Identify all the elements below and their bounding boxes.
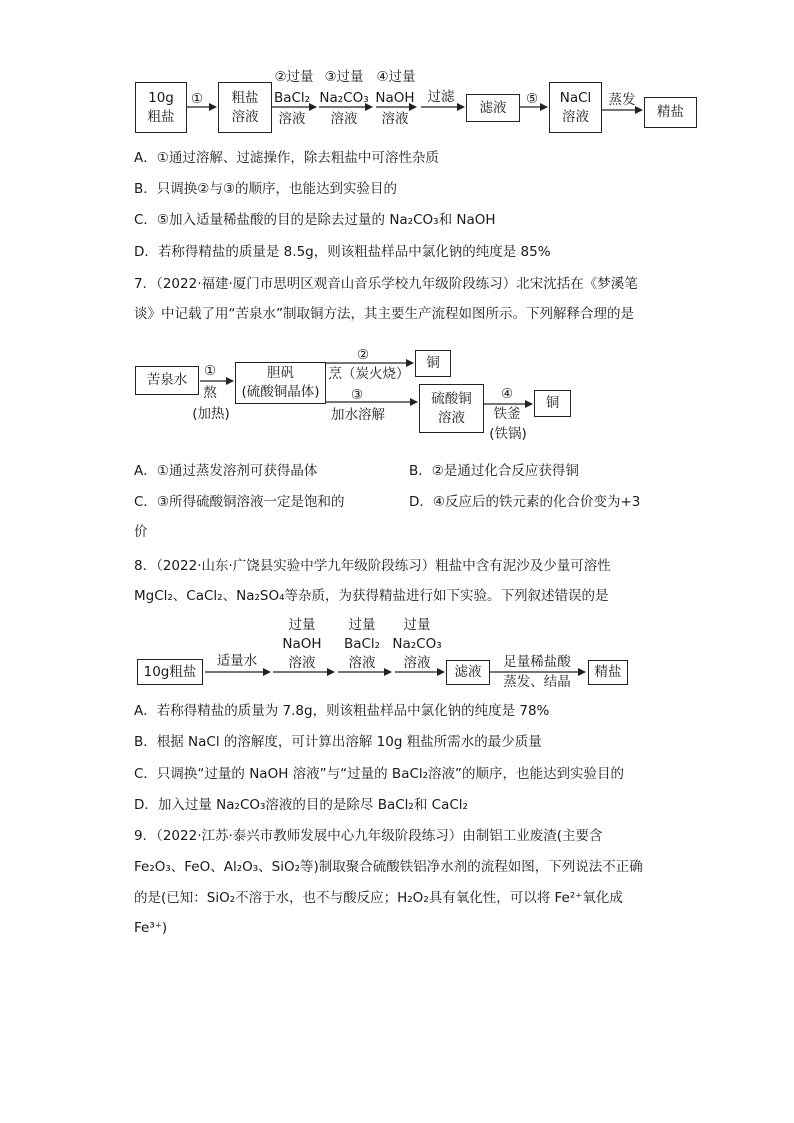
q7-step-3-label: 加水溶解 — [331, 407, 385, 423]
q6-step-5: ⑤ — [525, 91, 539, 107]
q8-r2-top: 过量 — [348, 617, 376, 633]
q6-reagent3-top: ③过量 — [324, 69, 364, 85]
q6-box-salt-solution — [218, 82, 272, 133]
q7-step-2: ② — [356, 347, 370, 363]
q7-option-c: C．③所得硫酸铜溶液一定是饱和的 — [134, 494, 345, 510]
q7-box-copper-2-text: 铜 — [545, 395, 560, 411]
q7-step-4-sub: (铁锅) — [489, 426, 527, 442]
q6-reagent2-top: ②过量 — [274, 69, 314, 85]
q7-box-blue-vitriol-text: 胆矾 (硫酸铜晶体) — [241, 365, 320, 400]
q6-reagent4-name: NaOH — [375, 90, 415, 106]
q8-r3-top: 过量 — [403, 617, 431, 633]
q8-box-crude-salt — [137, 659, 203, 685]
q8-option-c: C．只调换“过量的 NaOH 溶液”与“过量的 BaCl₂溶液”的顺序，也能达到实验目的 — [134, 766, 625, 782]
q6-option-c: C．⑤加入适量稀盐酸的目的是除去过量的 Na₂CO₃和 NaOH — [134, 212, 496, 228]
q7-option-d: D．④反应后的铁元素的化合价变为+3 — [409, 494, 641, 510]
q7-box-cuso4-solution-text: 硫酸铜 溶液 — [431, 390, 472, 426]
q6-filter-label: 过滤 — [427, 89, 455, 105]
q8-r1-name: NaOH — [282, 636, 322, 652]
q7-box-copper-1-text: 铜 — [426, 355, 440, 371]
q7-step-2-label: 烹（炭火烧） — [328, 366, 410, 382]
q7-step-1-sub: (加热) — [192, 406, 230, 422]
q7-step-4: ④ — [500, 386, 514, 402]
q7-step-1: ① — [203, 363, 217, 379]
q8-r1-sol: 溶液 — [288, 655, 316, 671]
q8-r3-name: Na₂CO₃ — [392, 636, 442, 652]
q8-r3-sol: 溶液 — [403, 655, 431, 671]
q6-option-b: B．只调换②与③的顺序，也能达到实验目的 — [134, 181, 397, 197]
q7-box-blue-vitriol — [235, 362, 326, 404]
q8-option-b: B．根据 NaCl 的溶解度，可计算出溶解 10g 粗盐所需水的最少质量 — [134, 734, 542, 750]
q7-box-copper-1 — [415, 350, 451, 377]
q8-stem-line1: 8．（2022·山东·广饶县实验中学九年级阶段练习）粗盐中含有泥沙及少量可溶性 — [134, 558, 611, 574]
q8-evap-label: 蒸发、结晶 — [503, 674, 571, 690]
q8-acid-label: 足量稀盐酸 — [503, 654, 571, 670]
q8-stem-line2: MgCl₂、CaCl₂、Na₂SO₄等杂质，为获得精盐进行如下实验。下列叙述错误的是 — [134, 588, 609, 604]
q6-box-nacl-solution — [549, 82, 602, 133]
q9-stem-line1: 9．（2022·江苏·泰兴市教师发展中心九年级阶段练习）由制铝工业废渣(主要含 — [134, 828, 603, 844]
q8-box-crude-salt-text: 10g粗盐 — [143, 663, 197, 680]
q7-step-3: ③ — [350, 387, 364, 403]
q7-box-bitter-water-text: 苦泉水 — [146, 372, 188, 388]
q7-stem-line2: 谈》中记载了用“苦泉水”制取铜方法，其主要生产流程如图所示。下列解释合理的是 — [134, 306, 634, 322]
q7-box-bitter-water — [135, 366, 199, 395]
q9-stem-line3: 的是(已知：SiO₂不溶于水，也不与酸反应；H₂O₂具有氧化性，可以将 Fe²⁺氧化成 — [134, 890, 623, 906]
q7-option-a: A．①通过蒸发溶剂可获得晶体 — [134, 463, 318, 479]
q6-evap-label: 蒸发 — [608, 92, 636, 108]
q6-box-salt-solution-text: 粗盐 溶液 — [231, 89, 259, 125]
q6-option-d: D．若称得精盐的质量是 8.5g，则该粗盐样品中氯化钠的纯度是 85% — [134, 244, 551, 260]
q6-reagent4-sol: 溶液 — [381, 111, 409, 127]
q6-reagent3-name: Na₂CO₃ — [319, 90, 369, 106]
q6-box-refined-salt-text: 精盐 — [657, 104, 684, 120]
q6-box-nacl-solution-text: NaCl 溶液 — [559, 89, 592, 125]
q6-reagent2-name: BaCl₂ — [273, 90, 311, 106]
q6-step-1: ① — [190, 91, 204, 107]
q6-box-crude-salt-text: 10g 粗盐 — [147, 89, 175, 125]
q8-r2-name: BaCl₂ — [343, 636, 381, 652]
q8-box-refined-salt — [588, 660, 628, 685]
q7-option-d-cont: 价 — [134, 524, 148, 540]
q6-reagent4-top: ④过量 — [376, 69, 416, 85]
q7-step-1-label: 熬 — [203, 385, 217, 401]
q7-option-b: B．②是通过化合反应获得铜 — [409, 463, 579, 479]
q9-stem-line2: Fe₂O₃、FeO、Al₂O₃、SiO₂等)制取聚合硫酸铁铝净水剂的流程如图，下列说法不正确 — [134, 859, 643, 875]
q8-r1-top: 过量 — [288, 617, 316, 633]
q8-option-d: D．加入过量 Na₂CO₃溶液的目的是除尽 BaCl₂和 CaCl₂ — [134, 797, 468, 813]
q8-box-filtrate-text: 滤液 — [454, 664, 482, 680]
q6-reagent2-sol: 溶液 — [278, 111, 306, 127]
q7-box-copper-2 — [534, 390, 571, 417]
q6-box-refined-salt — [644, 97, 697, 128]
q8-option-a: A．若称得精盐的质量为 7.8g，则该粗盐样品中氯化钠的纯度是 78% — [134, 703, 550, 719]
q8-box-filtrate — [446, 660, 490, 685]
q7-box-cuso4-solution — [419, 384, 484, 433]
q6-box-crude-salt — [135, 82, 187, 133]
q6-box-filtrate-text: 滤液 — [479, 99, 507, 116]
q7-step-4-label: 铁釜 — [493, 406, 521, 422]
q6-box-filtrate — [466, 94, 520, 122]
q7-stem-line1: 7．（2022·福建·厦门市思明区观音山音乐学校九年级阶段练习）北宋沈括在《梦溪笔 — [134, 276, 638, 292]
q8-box-refined-salt-text: 精盐 — [594, 664, 622, 680]
q6-option-a: A．①通过溶解、过滤操作，除去粗盐中可溶性杂质 — [134, 150, 439, 166]
q8-r2-sol: 溶液 — [348, 655, 376, 671]
q9-stem-line4: Fe³⁺) — [134, 920, 168, 936]
q8-water-label: 适量水 — [216, 653, 258, 669]
q6-reagent3-sol: 溶液 — [330, 111, 358, 127]
